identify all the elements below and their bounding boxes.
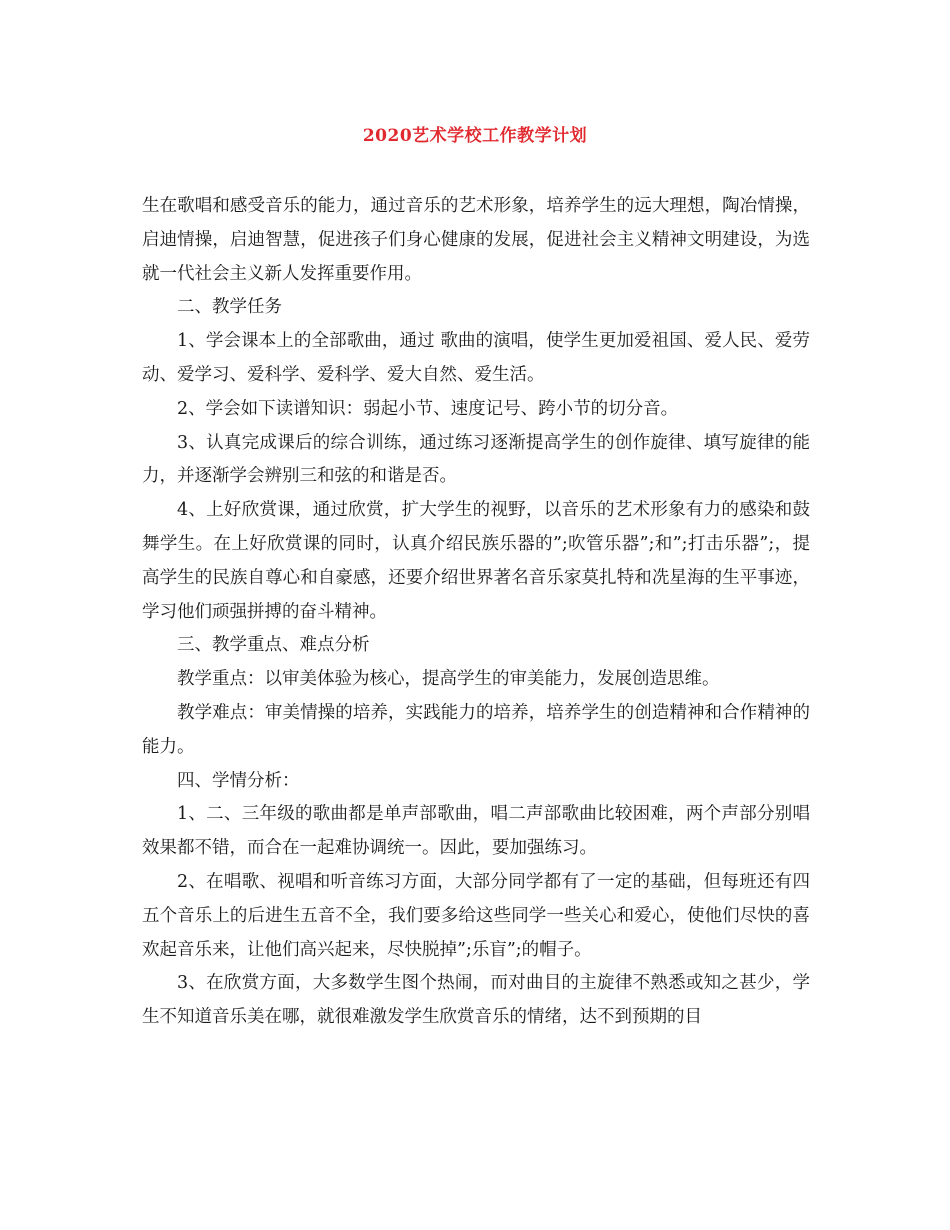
paragraph-task-2: 2、学会如下读谱知识：弱起小节、速度记号、跨小节的切分音。 [177,398,679,419]
section-heading-key-points: 三、教学重点、难点分析 [177,635,370,656]
paragraph-key-point: 教学重点：以审美体验为核心，提高学生的审美能力，发展创造思维。 [177,669,720,690]
paragraph-analysis-1: 1、二、三年级的歌曲都是单声部歌曲，唱二声部歌曲比较困难，两个声部分别唱效果都不错，而合在一起难协调统一。因此，要加强练习。 [142,804,810,859]
paragraph-analysis-3: 3、在欣赏方面，大多数学生图个热闹，而对曲目的主旋律不熟悉或知之甚少，学生不知道音乐美在哪，就很难激发学生欣赏音乐的情绪，达不到预期的目 [142,973,810,1028]
paragraph-intro: 生在歌唱和感受音乐的能力，通过音乐的艺术形象，培养学生的远大理想，陶冶情操，启迪情操，启迪智慧，促进孩子们身心健康的发展，促进社会主义精神文明建设，为选就一代社会主义新人发挥重要作用。 [142,196,810,284]
paragraph-analysis-2: 2、在唱歌、视唱和听音练习方面，大部分同学都有了一定的基础，但每班还有四五个音乐上的后进生五音不全，我们要多给这些同学一些关心和爱心，使他们尽快的喜欢起音乐来，让他们高兴起来，尽快脱掉”;乐盲”;的帽子。 [142,871,810,960]
paragraph-task-3: 3、认真完成课后的综合训练，通过练习逐渐提高学生的创作旋律、填写旋律的能力，并逐渐学会辨别三和弦的和谐是否。 [142,432,810,487]
paragraph-difficulty: 教学难点：审美情操的培养，实践能力的培养，培养学生的创造精神和合作精神的能力。 [142,702,810,757]
section-heading-teaching-tasks: 二、教学任务 [177,297,282,318]
section-heading-student-analysis: 四、学情分析： [177,770,300,791]
document-body [142,190,810,1035]
document-title: 2020艺术学校工作教学计划 [362,126,588,146]
paragraph-task-1: 1、学会课本上的全部歌曲，通过 歌曲的演唱，使学生更加爱祖国、爱人民、爱劳动、爱学习、爱科学、爱科学、爱大自然、爱生活。 [142,331,810,385]
paragraph-task-4: 4、上好欣赏课，通过欣赏，扩大学生的视野，以音乐的艺术形象有力的感染和鼓舞学生。在上好欣赏课的同时，认真介绍民族乐器的”;吹管乐器”;和”;打击乐器”;，提高学生的民族自尊心和自豪感，还要介绍世界著名音乐家莫扎特和冼星海的生平事迹，学习他们顽强拼搏的奋斗精神。 [142,500,810,622]
